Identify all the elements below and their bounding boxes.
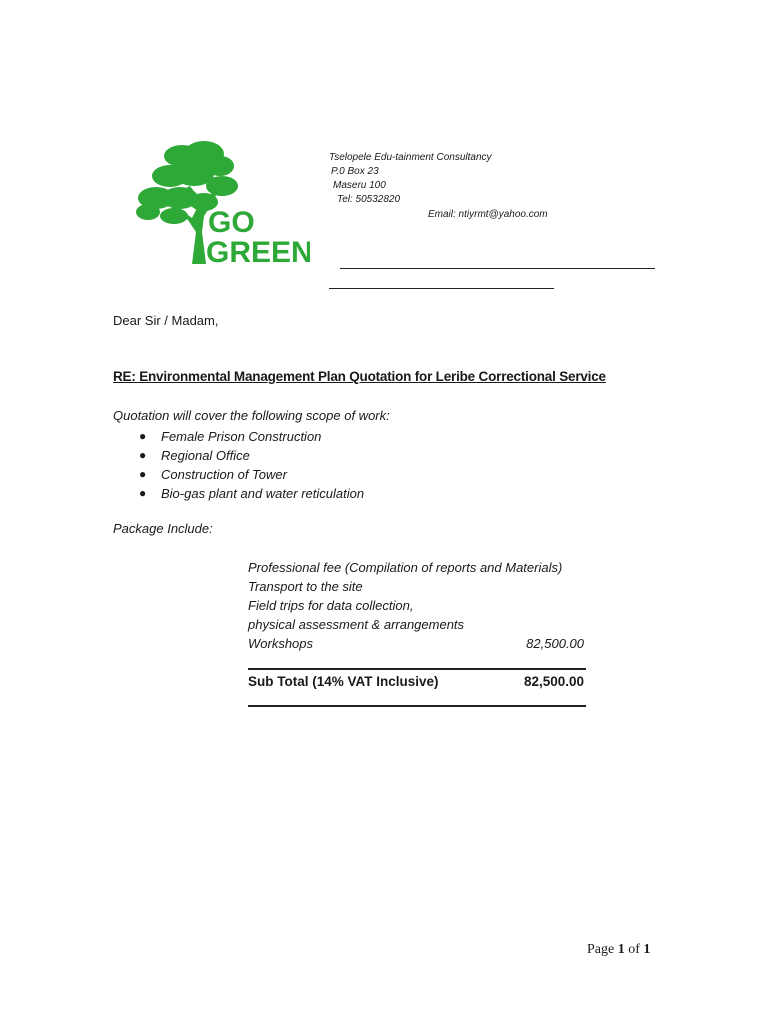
sender-box: P.0 Box 23 [331, 166, 379, 177]
sender-company: Tselopele Edu-tainment Consultancy [329, 152, 492, 163]
scope-item [135, 427, 364, 446]
scope-item [135, 465, 364, 484]
header-rule-2 [329, 288, 554, 289]
bullet-icon: ● [139, 486, 147, 500]
go-green-logo [134, 136, 310, 266]
package-row [248, 615, 586, 634]
salutation: Dear Sir / Madam, [113, 313, 219, 328]
bullet-icon: ● [139, 448, 147, 462]
scope-intro: Quotation will cover the following scope of work: [113, 408, 390, 423]
subtotal-label: Sub Total (14% VAT Inclusive) [248, 674, 439, 689]
page-total: 1 [643, 942, 651, 957]
subtotal-amount: 82,500.00 [523, 674, 584, 689]
package-row [248, 634, 586, 653]
package-row [248, 558, 586, 577]
package-item-label: Field trips for data collection, [248, 598, 414, 613]
scope-list [135, 427, 364, 503]
subtotal-rule-bottom [248, 705, 586, 707]
sender-city: Maseru 100 [333, 180, 386, 191]
package-item-label: Transport to the site [248, 579, 363, 594]
subtotal-rule-top [248, 668, 586, 670]
subject-line: RE: Environmental Management Plan Quotation for Leribe Correctional Service [113, 369, 606, 384]
scope-item [135, 484, 364, 503]
package-label: Package Include: [113, 521, 213, 536]
scope-item-label: Bio-gas plant and water reticulation [161, 486, 365, 501]
page-current: 1 [617, 942, 625, 957]
package-item-label: Workshops [248, 636, 314, 651]
subtotal-row [248, 672, 586, 691]
logo-text-go: GO [208, 206, 255, 239]
tree-icon [134, 136, 310, 266]
sender-tel: Tel: 50532820 [337, 194, 401, 205]
bullet-icon: ● [139, 429, 147, 443]
scope-item-label: Regional Office [161, 448, 250, 463]
page-number [587, 942, 650, 958]
package-row [248, 596, 586, 615]
page-word: Page [587, 942, 615, 957]
scope-item-label: Female Prison Construction [161, 429, 322, 444]
logo-text-green: GREEN [206, 236, 310, 266]
scope-item [135, 446, 364, 465]
package-items [248, 558, 586, 653]
header-rule-1 [340, 268, 655, 269]
package-row [248, 577, 586, 596]
of-word: of [628, 942, 640, 957]
scope-item-label: Construction of Tower [161, 467, 287, 482]
bullet-icon: ● [139, 467, 147, 481]
sender-email: Email: ntiyrmt@yahoo.com [428, 209, 548, 220]
package-item-label: physical assessment & arrangements [248, 617, 465, 632]
package-item-amount: 82,500.00 [526, 636, 584, 651]
package-item-label: Professional fee (Compilation of reports and Materials) [248, 560, 563, 575]
